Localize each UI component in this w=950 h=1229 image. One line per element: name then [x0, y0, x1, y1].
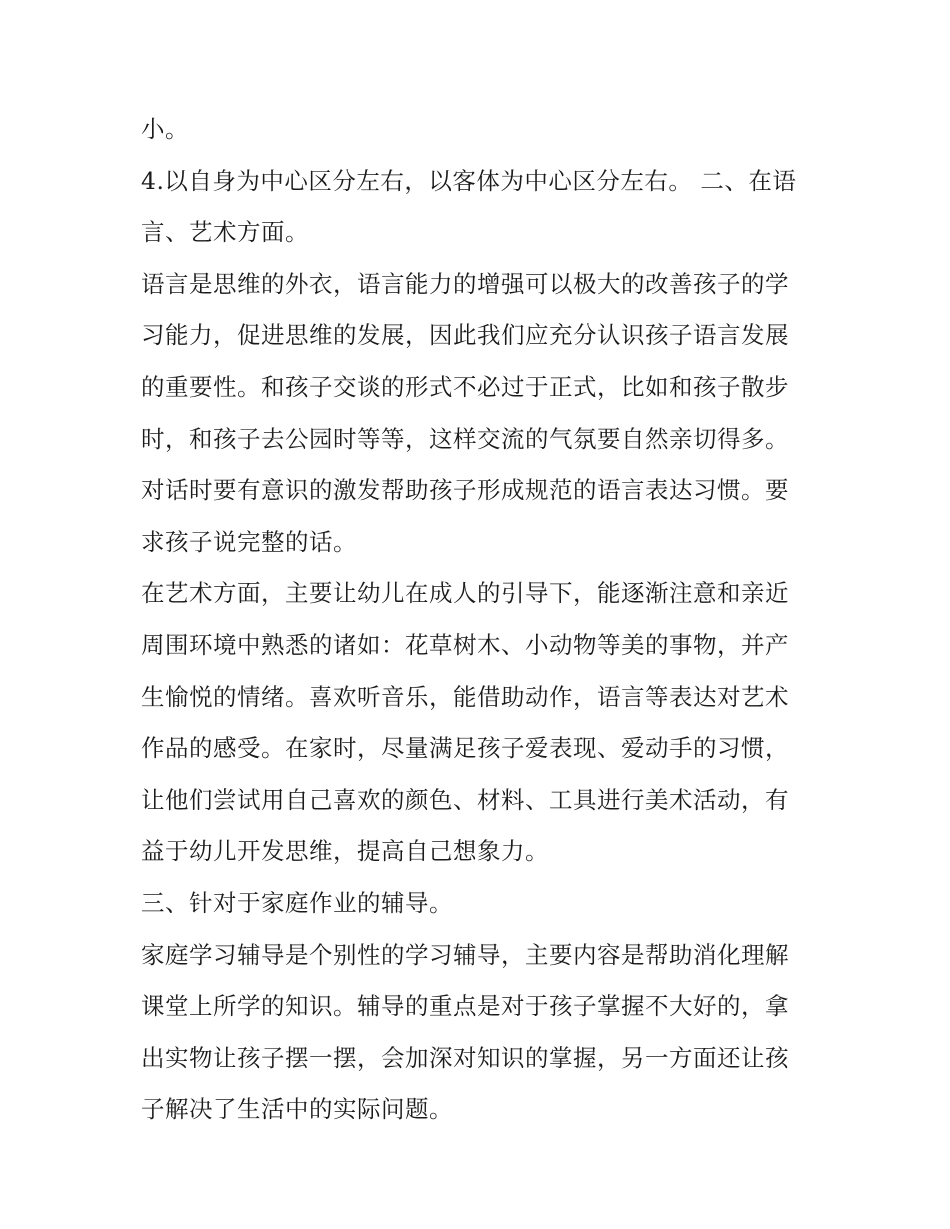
- text-line: 益于幼儿开发思维，提高自己想象力。: [141, 837, 549, 866]
- text-line: 课堂上所学的知识。辅导的重点是对于孩子掌握不大好的，拿: [141, 992, 789, 1021]
- text-line: 三、针对于家庭作业的辅导。: [141, 888, 453, 917]
- text-line: 小。: [141, 115, 189, 143]
- text-line: 生愉悦的情绪。喜欢听音乐，能借助动作，语言等表达对艺术: [141, 682, 789, 711]
- text-line: 习能力，促进思维的发展，因此我们应充分认识孩子语言发展: [141, 321, 789, 350]
- text-line: 语言是思维的外衣，语言能力的增强可以极大的改善孩子的学: [141, 269, 789, 298]
- text-line: 求孩子说完整的话。: [141, 527, 357, 556]
- text-line: 在艺术方面，主要让幼儿在成人的引导下，能逐渐注意和亲近: [141, 579, 789, 608]
- text-line: 子解决了生活中的实际问题。: [141, 1095, 453, 1124]
- text-line: 时，和孩子去公园时等等，这样交流的气氛要自然亲切得多。: [141, 424, 789, 453]
- text-line: 言、艺术方面。: [141, 218, 309, 247]
- text-line: 家庭学习辅导是个别性的学习辅导，主要内容是帮助消化理解: [141, 940, 789, 969]
- text-line: 让他们尝试用自己喜欢的颜色、材料、工具进行美术活动，有: [141, 785, 789, 814]
- text-line: 对话时要有意识的激发帮助孩子形成规范的语言表达习惯。要: [141, 476, 789, 505]
- text-line: 4.以自身为中心区分左右，以客体为中心区分左右。 二、在语: [141, 166, 797, 195]
- text-line: 周围环境中熟悉的诸如：花草树木、小动物等美的事物，并产: [141, 630, 789, 659]
- text-line: 作品的感受。在家时，尽量满足孩子爱表现、爱动手的习惯，: [141, 734, 789, 763]
- body-text: [141, 104, 821, 1136]
- text-line: 出实物让孩子摆一摆，会加深对知识的掌握，另一方面还让孩: [141, 1043, 789, 1072]
- text-line: 的重要性。和孩子交谈的形式不必过于正式，比如和孩子散步: [141, 372, 789, 401]
